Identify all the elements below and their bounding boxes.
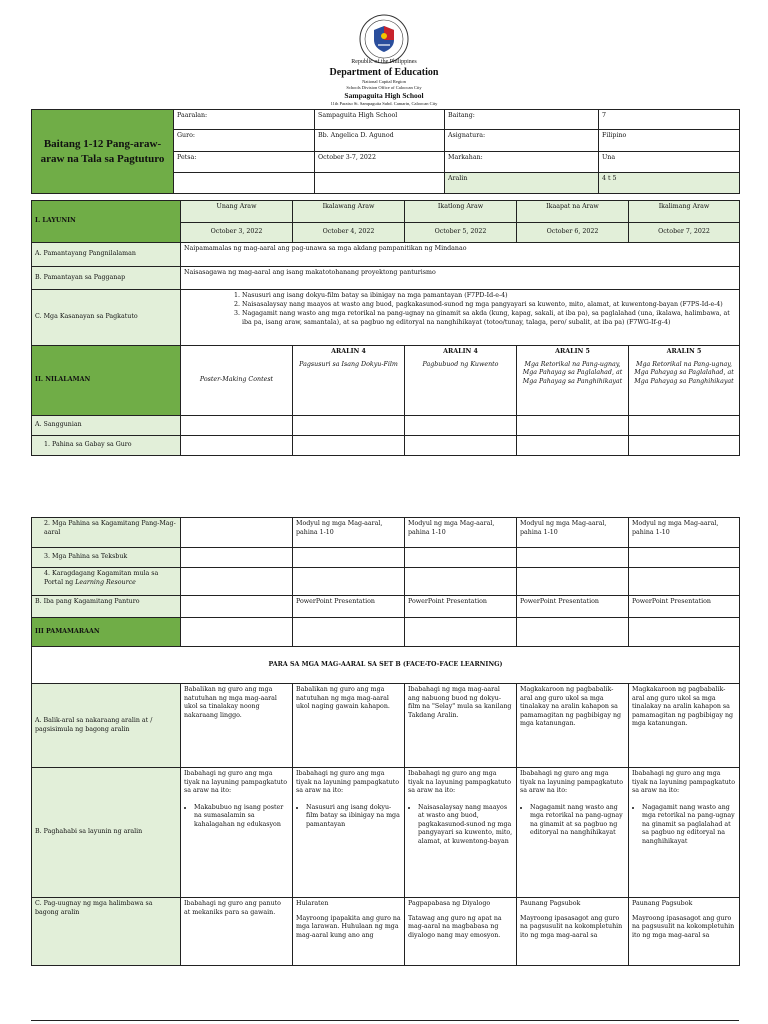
empty-cell <box>405 416 517 436</box>
paaralan-value: Sampaguita High School <box>315 110 445 130</box>
empty-cell <box>174 173 315 194</box>
empty-cell <box>181 548 293 568</box>
nilalaman-cell <box>517 346 629 416</box>
empty-cell <box>405 568 517 596</box>
aralin-tag: ARALIN 4 <box>443 348 478 355</box>
balik-aral-label: A. Balik-aral sa nakaraang aralin at / pagsisimula ng bagong aralin <box>32 684 181 768</box>
day-header: Ikaapat na Araw <box>517 201 629 223</box>
pamantayang-pangnilalaman-label: A. Pamantayang Pangnilalaman <box>32 243 181 267</box>
deped-seal-icon <box>359 14 409 64</box>
document-header <box>0 0 768 110</box>
empty-cell <box>517 568 629 596</box>
pag-uugnay-cell <box>181 898 293 966</box>
date-header: October 5, 2022 <box>405 223 517 243</box>
plan-table-2-wrapper <box>31 517 739 966</box>
date-header: October 7, 2022 <box>629 223 740 243</box>
guro-value: Bb. Angelica D. Agunod <box>315 130 445 152</box>
empty-cell <box>405 618 517 647</box>
empty-cell <box>293 618 405 647</box>
document-title: Baitang 1-12 Pang-araw-araw na Tala sa Pagtuturo <box>32 110 174 194</box>
paghahabi-cell <box>629 768 740 898</box>
aralin-label: Aralin <box>445 173 599 194</box>
empty-cell <box>517 618 629 647</box>
empty-cell <box>181 518 293 548</box>
nilalaman-cell <box>629 346 740 416</box>
ppt-cell: PowerPoint Presentation <box>405 596 517 618</box>
next-page-table-edge <box>31 1020 739 1024</box>
asignatura-value: Filipino <box>599 130 740 152</box>
paghahabi-cell <box>181 768 293 898</box>
nilalaman-text: Mga Retorikal na Pang-ugnay, Mga Pahayag sa Paglalahad, at Mga Pahayag sa Panghihikayat <box>634 360 734 385</box>
empty-cell <box>181 618 293 647</box>
day-header: Unang Araw <box>181 201 293 223</box>
layunin-bullet: • Nagagamit nang wasto ang mga retorikal na pang-ugnay na ginamit sa paglalahad at sa pagbuo ng editoryal na nanghihikayat <box>642 804 736 847</box>
ppt-cell: PowerPoint Presentation <box>629 596 740 618</box>
empty-cell <box>315 173 445 194</box>
balik-aral-cell: Babalikan ng guro ang mga natutuhan ng mga mag-aaral ukol naging gawain kahapon. <box>293 684 405 768</box>
pamantayan-pagganap-label: B. Pamantayan sa Pagganap <box>32 267 181 290</box>
kasanayan-item: 3. Nagagamit nang wasto ang mga retorikal na pang-ugnay na ginamit sa akda (kung, kapag, sakali, at iba pa), sa paglalahad (una, ikalawa, halimbawa, at iba pa, isang araw, samantala), at sa pagbuo ng editoryal na nanghihikayat (totoo/tunay, talaga, pero/ subalit, at iba pa) (F7WG-If-g-4) <box>242 310 736 327</box>
aralin-value: 4 t 5 <box>599 173 740 194</box>
empty-cell <box>629 416 740 436</box>
empty-cell <box>181 416 293 436</box>
petsa-value: October 3-7, 2022 <box>315 152 445 173</box>
nilalaman-text: Pagbubuod ng Kuwento <box>422 360 499 368</box>
division-text: Schools Division Office of Caloocan City <box>346 85 422 90</box>
republic-text: Republic of the Philippines <box>351 59 417 65</box>
pag-uugnay-head: Ibabahagi ng guro ang panuto at mekaniks para sa gawain. <box>184 900 281 916</box>
paghahabi-intro: Ibabahagi ng guro ang mga tiyak na layuning pampagkatuto sa araw na ito: <box>408 770 512 794</box>
empty-cell <box>181 436 293 456</box>
iba-pang-kagamitan-label: B. Iba pang Kagamitang Panturo <box>32 596 181 618</box>
empty-cell <box>517 416 629 436</box>
empty-cell <box>405 548 517 568</box>
teksbuk-label: 3. Mga Pahina sa Teksbuk <box>32 548 181 568</box>
balik-aral-cell: Magkakaroon ng pagbabalik-aral ang guro ukol sa mga tinalakay na aralin kahapon sa pamamagitan ng pagbibigay ng mga katanungan. <box>517 684 629 768</box>
kasanayan-list <box>181 290 740 346</box>
empty-cell <box>629 548 740 568</box>
plan-table-1 <box>31 200 740 456</box>
paghahabi-intro: Ibabahagi ng guro ang mga tiyak na layuning pampagkatuto sa araw na ito: <box>632 770 736 794</box>
empty-cell <box>181 596 293 618</box>
day-header: Ikatlong Araw <box>405 201 517 223</box>
aralin-tag: ARALIN 5 <box>666 348 702 355</box>
pag-uugnay-text: Mayroong ipasasagot ang guro na pagsusulit na kokompletuhin ito ng mga mag-aaral sa <box>520 914 623 939</box>
modyul-cell: Modyul ng mga Mag-aaral, pahina 1-10 <box>293 518 405 548</box>
nilalaman-cell <box>405 346 517 416</box>
kasanayan-item: 1. Nasusuri ang isang dokyu-film batay sa ibinigay na mga pamantayan (F7PD-Id-e-4) <box>242 292 736 301</box>
nilalaman-cell <box>293 346 405 416</box>
nilalaman-text: Mga Retorikal na Pang-ugnay, Mga Pahayag sa Paglalahad, at Mga Pahayag sa Panghihikayat <box>522 360 623 385</box>
school-address: 11th Paraiso St. Sampaguita Subd. Camarin, Caloocan City <box>330 101 438 106</box>
layunin-bullet: • Naisasalaysay nang maayos at wasto ang buod, pagkakasunod-sunod ng mga pangyayari sa kuwento, mito, alamat, at kuwentong-bayan <box>418 804 513 847</box>
date-header: October 4, 2022 <box>293 223 405 243</box>
baitang-label: Baitang: <box>445 110 599 130</box>
pag-uugnay-text: Mayroong ipasasagot ang guro na pagsusulit na kokompletuhin ito ng mga mag-aaral sa <box>632 914 735 939</box>
school-name: Sampaguita High School <box>344 91 424 100</box>
plan-table-2 <box>31 517 740 966</box>
layunin-heading: I. LAYUNIN <box>32 201 181 243</box>
nilalaman-heading: II. NILALAMAN <box>32 346 181 416</box>
pag-uugnay-cell <box>517 898 629 966</box>
layunin-bullet: • Makabubuo ng isang poster na sumasalamin sa kahalagahan ng edukasyon <box>194 804 289 830</box>
info-table <box>31 109 740 194</box>
balik-aral-cell: Babalikan ng guro ang mga natutuhan ng mga mag-aaral ukol sa tinalakay noong nakaraang linggo. <box>181 684 293 768</box>
paghahabi-intro: Ibabahagi ng guro ang mga tiyak na layuning pampagkatuto sa araw na ito: <box>296 770 400 794</box>
empty-cell <box>293 436 405 456</box>
aralin-tag: ARALIN 4 <box>331 348 366 355</box>
pahina-gabay-label: 1. Pahina sa Gabay sa Guro <box>32 436 181 456</box>
paghahabi-cell <box>405 768 517 898</box>
nilalaman-text: Poster-Making Contest <box>199 376 274 384</box>
empty-cell <box>405 436 517 456</box>
modyul-cell: Modyul ng mga Mag-aaral, pahina 1-10 <box>405 518 517 548</box>
empty-cell <box>293 568 405 596</box>
pag-uugnay-cell <box>405 898 517 966</box>
paghahabi-cell <box>293 768 405 898</box>
layunin-bullet: • Nasusuri ang isang dokyu-film batay sa ibinigay na mga pamantayan <box>306 804 401 830</box>
empty-cell <box>629 568 740 596</box>
empty-cell <box>293 548 405 568</box>
info-table-wrapper <box>31 109 739 456</box>
learning-resource-text: Learning Resource <box>75 578 136 586</box>
paghahabi-label: B. Paghahabi sa layunin ng aralin <box>32 768 181 898</box>
markahan-value: Una <box>599 152 740 173</box>
modyul-cell: Modyul ng mga Mag-aaral, pahina 1-10 <box>517 518 629 548</box>
baitang-value: 7 <box>599 110 740 130</box>
department-text: Department of Education <box>329 67 439 78</box>
ppt-cell: PowerPoint Presentation <box>517 596 629 618</box>
day-header: Ikalawang Araw <box>293 201 405 223</box>
pamamaraan-heading: III PAMAMARAAN <box>32 618 181 647</box>
pag-uugnay-label: C. Pag-uugnay ng mga halimbawa sa bagong aralin <box>32 898 181 966</box>
pag-uugnay-head: Paunang Pagsubok <box>632 900 693 907</box>
asignatura-label: Asignatura: <box>445 130 599 152</box>
ppt-cell: PowerPoint Presentation <box>293 596 405 618</box>
markahan-label: Markahan: <box>445 152 599 173</box>
paghahabi-intro: Ibabahagi ng guro ang mga tiyak na layuning pampagkatuto sa araw na ito: <box>184 770 288 794</box>
sanggunian-label: A. Sanggunian <box>32 416 181 436</box>
empty-cell <box>517 436 629 456</box>
nilalaman-text: Pagsusuri sa Isang Dokyu-Film <box>299 360 398 368</box>
pag-uugnay-text: Mayroong ipapakita ang guro na mga larawan. Huhulaan ng mga mag-aaral kung ano ang <box>296 914 401 939</box>
paghahabi-intro: Ibabahagi ng guro ang mga tiyak na layuning pampagkatuto sa araw na ito: <box>520 770 624 794</box>
empty-cell <box>293 416 405 436</box>
nilalaman-cell <box>181 346 293 416</box>
balik-aral-cell: Ibabahagi ng mga mag-aaral ang nabuong buod ng dokyu-film na "Selay" mula sa kanilang Takdang Aralin. <box>405 684 517 768</box>
pamantayan-pagganap-text: Naisasagawa ng mag-aaral ang isang makatotohanang proyektong panturismo <box>181 267 740 290</box>
layunin-bullet: • Nagagamit nang wasto ang mga retorikal na pang-ugnay na ginamit at sa pagbuo ng editoryal na nanghihikayat <box>530 804 625 838</box>
paaralan-label: Paaralan: <box>174 110 315 130</box>
balik-aral-cell: Magkakaroon ng pagbabalik-aral ang guro ukol sa mga tinalakay na aralin kahapon sa pamamagitan ng pagbibigay ng mga katanungan. <box>629 684 740 768</box>
pag-uugnay-cell <box>293 898 405 966</box>
date-header: October 3, 2022 <box>181 223 293 243</box>
empty-cell <box>629 618 740 647</box>
pag-uugnay-head: Paunang Pagsubok <box>520 900 581 907</box>
date-header: October 6, 2022 <box>517 223 629 243</box>
day-header: Ikalimang Araw <box>629 201 740 223</box>
guro-label: Guro: <box>174 130 315 152</box>
kagamitang-pang-mag-aaral-label: 2. Mga Pahina sa Kagamitang Pang-Mag-aaral <box>32 518 181 548</box>
pamantayang-pangnilalaman-text: Naipamamalas ng mag-aaral ang pag-unawa sa mga akdang pampanitikan ng Mindanao <box>181 243 740 267</box>
region-text: National Capital Region <box>362 79 406 84</box>
petsa-label: Petsa: <box>174 152 315 173</box>
modyul-cell: Modyul ng mga Mag-aaral, pahina 1-10 <box>629 518 740 548</box>
pag-uugnay-text: Tatawag ang guro ng apat na mag-aaral na magbabasa ng diyalogo nang may emosyon. <box>408 914 502 939</box>
karagdagang-kagamitan-text: 4. Karagdagang Kagamitan mula sa Portal ng <box>44 570 159 586</box>
empty-cell <box>629 436 740 456</box>
karagdagang-kagamitan-label <box>32 568 181 596</box>
aralin-tag: ARALIN 5 <box>555 348 590 355</box>
empty-cell <box>517 548 629 568</box>
kasanayan-label: C. Mga Kasanayan sa Pagkatuto <box>32 290 181 346</box>
empty-cell <box>181 568 293 596</box>
paghahabi-cell <box>517 768 629 898</box>
set-b-heading: PARA SA MGA MAG-AARAL SA SET B (FACE-TO-FACE LEARNING) <box>32 647 740 684</box>
pag-uugnay-cell <box>629 898 740 966</box>
kasanayan-item: 2. Naisasalaysay nang maayos at wasto ang buod, pagkakasunod-sunod ng mga pangyayari sa kuwento, mito, alamat, at kuwentong-bayan (F7PS-Id-e-4) <box>242 301 736 310</box>
pag-uugnay-head: Pagpapabasa ng Diyalogo <box>408 900 491 907</box>
pag-uugnay-head: Hularaten <box>296 900 329 907</box>
